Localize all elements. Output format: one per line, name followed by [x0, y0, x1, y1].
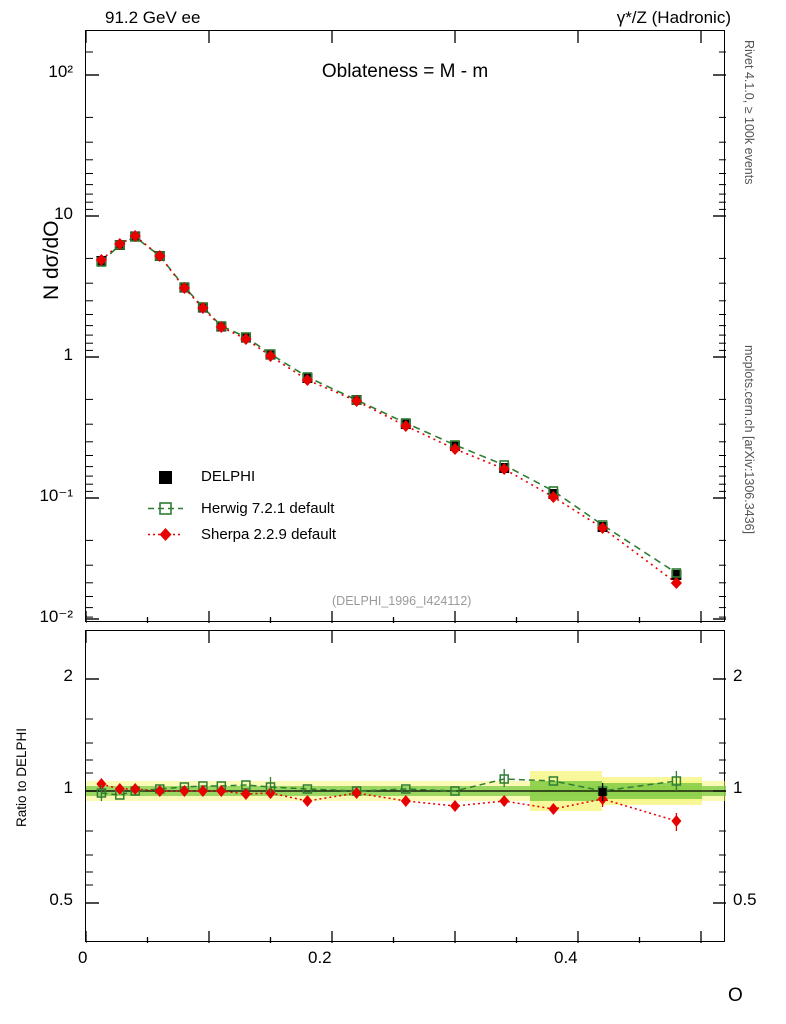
ratio-ytick-label-1: 1 — [63, 778, 73, 797]
main-y-ticks — [86, 75, 726, 619]
plot-title: Oblateness = M - m — [321, 61, 489, 82]
side-note-mid-wrap — [742, 345, 762, 625]
legend-marker-delphi — [159, 471, 172, 484]
main-ytick-label-2: 1 — [63, 345, 73, 364]
main-y-minor-ticks — [86, 52, 726, 617]
main-plot-panel — [85, 30, 725, 622]
legend-marker-sherpa — [160, 528, 172, 541]
xtick-label-0: 0 — [78, 948, 88, 967]
ratio-yaxis-title: Ratio to DELPHI — [14, 727, 29, 827]
main-ytick-label-0: 10² — [48, 62, 73, 81]
analysis-watermark: (DELPHI_1996_I424112) — [332, 594, 472, 608]
xtick-label-1: 0.2 — [308, 948, 332, 967]
main-yaxis-title: N dσ/dO — [40, 220, 63, 300]
xtick-label-2: 0.4 — [554, 948, 578, 967]
ratio-ytick-label-0: 2 — [63, 666, 73, 685]
main-ytick-label-1: 10 — [54, 204, 73, 223]
xaxis-title: O — [728, 985, 743, 1006]
ratio-ytick-label-right-2: 0.5 — [733, 890, 757, 909]
side-note-rivet: Rivet 4.1.0, ≥ 100k events — [742, 40, 756, 185]
side-note-top-wrap — [742, 40, 762, 340]
header-right-label: γ*/Z (Hadronic) — [616, 8, 731, 27]
legend-label-sherpa: Sherpa 2.2.9 default — [201, 526, 337, 543]
main-ytick-label-3: 10⁻¹ — [39, 486, 73, 505]
legend — [148, 471, 183, 541]
main-yaxis-title-wrap — [14, 170, 63, 310]
ratio-ytick-label-2: 0.5 — [49, 890, 73, 909]
header-left-label: 91.2 GeV ee — [105, 8, 201, 27]
main-ytick-label-4: 10⁻² — [39, 607, 73, 626]
legend-label-delphi: DELPHI — [201, 468, 256, 485]
ratio-ytick-label-right-0: 2 — [733, 666, 743, 685]
ratio-plot-svg — [86, 631, 726, 943]
main-plot-svg — [86, 31, 726, 623]
legend-label-herwig: Herwig 7.2.1 default — [201, 500, 335, 517]
series-sherpa-markers — [96, 230, 682, 589]
side-note-mcplots: mcplots.cern.ch [arXiv:1306.3436] — [742, 345, 756, 534]
ratio-ytick-label-right-1: 1 — [733, 778, 743, 797]
